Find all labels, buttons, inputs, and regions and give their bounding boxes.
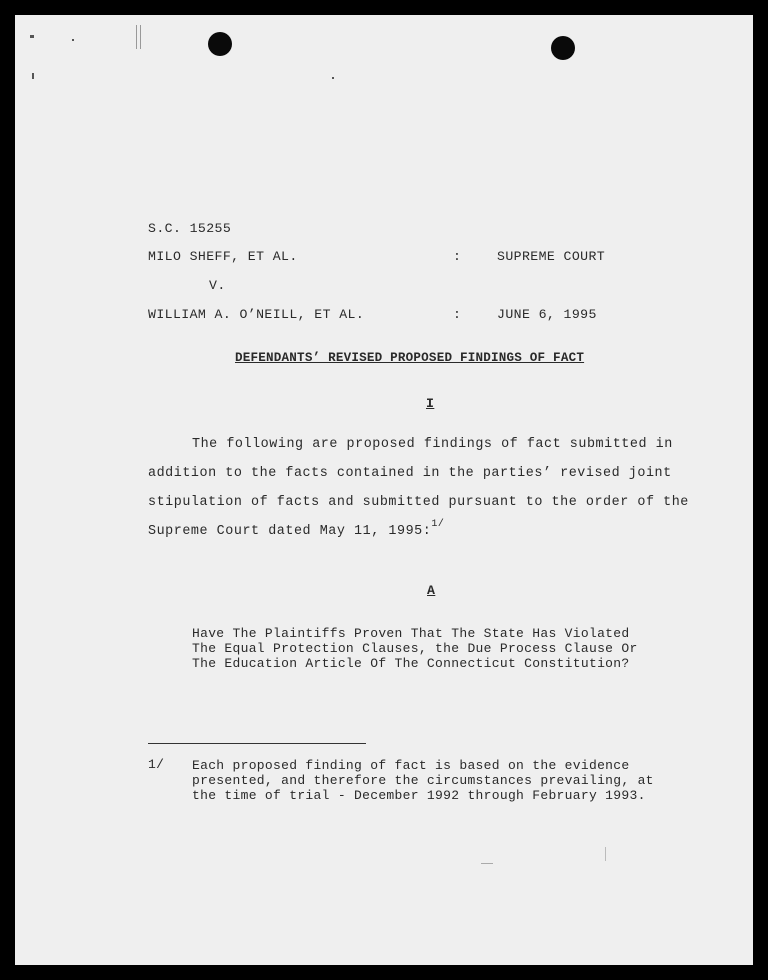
footnote-line: Each proposed finding of fact is based on the evidence <box>192 758 630 773</box>
filing-date: JUNE 6, 1995 <box>497 307 597 322</box>
question-line: The Education Article Of The Connecticut Constitution? <box>192 656 630 671</box>
footnote-reference: 1/ <box>431 519 445 530</box>
intro-paragraph-line: addition to the facts contained in the parties’ revised joint <box>148 466 672 481</box>
section-heading-a: A <box>427 583 436 598</box>
court-name: SUPREME COURT <box>497 249 606 264</box>
footnote-marker: 1/ <box>148 757 165 772</box>
scan-speck <box>30 35 34 38</box>
defendant-name: WILLIAM A. O’NEILL, ET AL. <box>148 307 365 322</box>
caption-colon: : <box>453 249 462 264</box>
document-title: DEFENDANTS’ REVISED PROPOSED FINDINGS OF FACT <box>235 351 585 365</box>
document-page <box>15 15 753 965</box>
scan-speck <box>140 25 141 49</box>
intro-paragraph-line <box>148 519 445 541</box>
footnote-line: presented, and therefore the circumstances prevailing, at <box>192 773 654 788</box>
intro-paragraph-line: stipulation of facts and submitted pursuant to the order of the <box>148 495 689 510</box>
question-line: Have The Plaintiffs Proven That The State Has Violated <box>192 626 630 641</box>
intro-last-line: Supreme Court dated May 11, 1995: <box>148 524 432 539</box>
caption-colon: : <box>453 307 462 322</box>
question-line: The Equal Protection Clauses, the Due Process Clause Or <box>192 641 638 656</box>
docket-number: S.C. 15255 <box>148 221 232 236</box>
scan-speck <box>72 39 74 41</box>
punch-hole-left <box>208 32 232 56</box>
section-heading-i: I <box>426 396 435 411</box>
scan-speck <box>136 25 137 49</box>
scan-speck <box>32 73 34 79</box>
footnote-line: the time of trial - December 1992 through February 1993. <box>192 788 646 803</box>
plaintiff-name: MILO SHEFF, ET AL. <box>148 249 298 264</box>
scan-speck <box>481 863 493 864</box>
footnote-separator <box>148 743 366 744</box>
scan-speck <box>605 847 606 861</box>
versus-label: V. <box>209 278 226 293</box>
intro-paragraph-line: The following are proposed findings of fact submitted in <box>192 437 673 452</box>
punch-hole-right <box>551 36 575 60</box>
scan-speck <box>332 77 334 79</box>
